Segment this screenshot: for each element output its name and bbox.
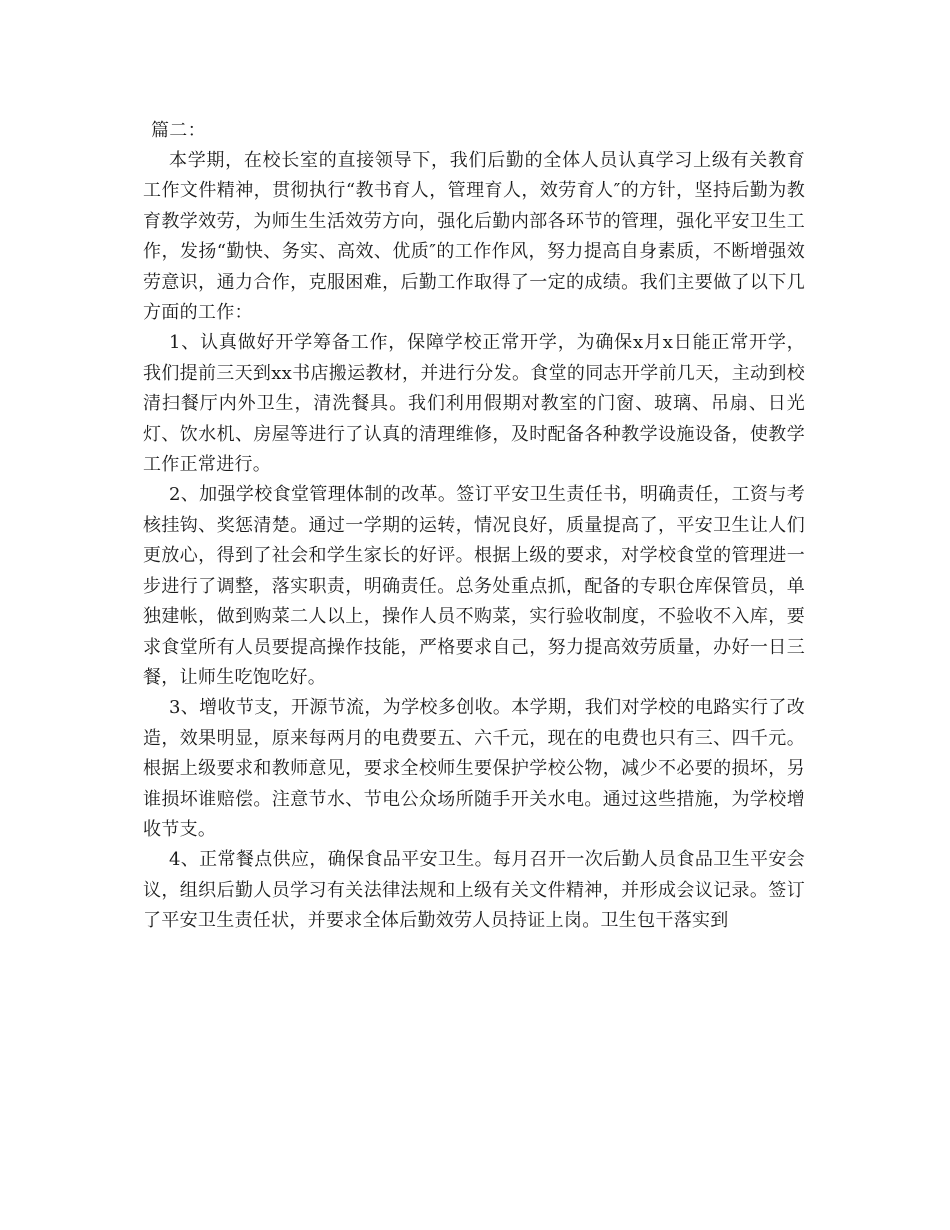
paragraph-item-3: 3、增收节支，开源节流，为学校多创收。本学期，我们对学校的电路实行了改造，效果明显，原来每两月的电费要五、六千元，现在的电费也只有三、四千元。根据上级要求和教师意见，要求全校师生要保护学校公物，减少不必要的损坏，另谁损坏谁赔偿。注意节水、节电公众场所随手开关水电。通过这些措施，为学校增收节支。 [143, 697, 805, 840]
section-heading: 篇二： [151, 120, 206, 141]
paragraph-item-1: 1、认真做好开学筹备工作，保障学校正常开学，为确保x月x日能正常开学，我们提前三天到xx书店搬运教材，并进行分发。食堂的同志开学前几天，主动到校清扫餐厅内外卫生，清洗餐具。我们利用假期对教室的门窗、玻璃、吊扇、日光灯、饮水机、房屋等进行了认真的清理维修，及时配备各种教学设施设备，使教学工作正常进行。 [143, 332, 805, 476]
paragraph-item-2: 2、加强学校食堂管理体制的改革。签订平安卫生责任书，明确责任，工资与考核挂钩、奖惩清楚。通过一学期的运转，情况良好，质量提高了，平安卫生让人们更放心，得到了社会和学生家长的好评。根据上级的要求，对学校食堂的管理进一步进行了调整，落实职责，明确责任。总务处重点抓，配备的专职仓库保管员，单独建帐，做到购菜二人以上，操作人员不购菜，实行验收制度，不验收不入库，要求食堂所有人员要提高操作技能，严格要求自己，努力提高效劳质量，办好一日三餐，让师生吃饱吃好。 [143, 484, 805, 688]
paragraph-item-4: 4、正常餐点供应，确保食品平安卫生。每月召开一次后勤人员食品卫生平安会议，组织后勤人员学习有关法律法规和上级有关文件精神，并形成会议记录。签订了平安卫生责任状，并要求全体后勤效劳人员持证上岗。卫生包干落实到 [143, 849, 805, 932]
paragraph-intro: 本学期，在校长室的直接领导下，我们后勤的全体人员认真学习上级有关教育工作文件精神，贯彻执行“教书育人，管理育人，效劳育人″的方针，坚持后勤为教育教学效劳，为师生生活效劳方向，强化后勤内部各环节的管理，强化平安卫生工作，发扬“勤快、务实、高效、优质″的工作作风，努力提高自身素质，不断增强效劳意识，通力合作，克服困难，后勤工作取得了一定的成绩。我们主要做了以下几方面的工作： [143, 150, 805, 324]
document-body [143, 116, 805, 937]
